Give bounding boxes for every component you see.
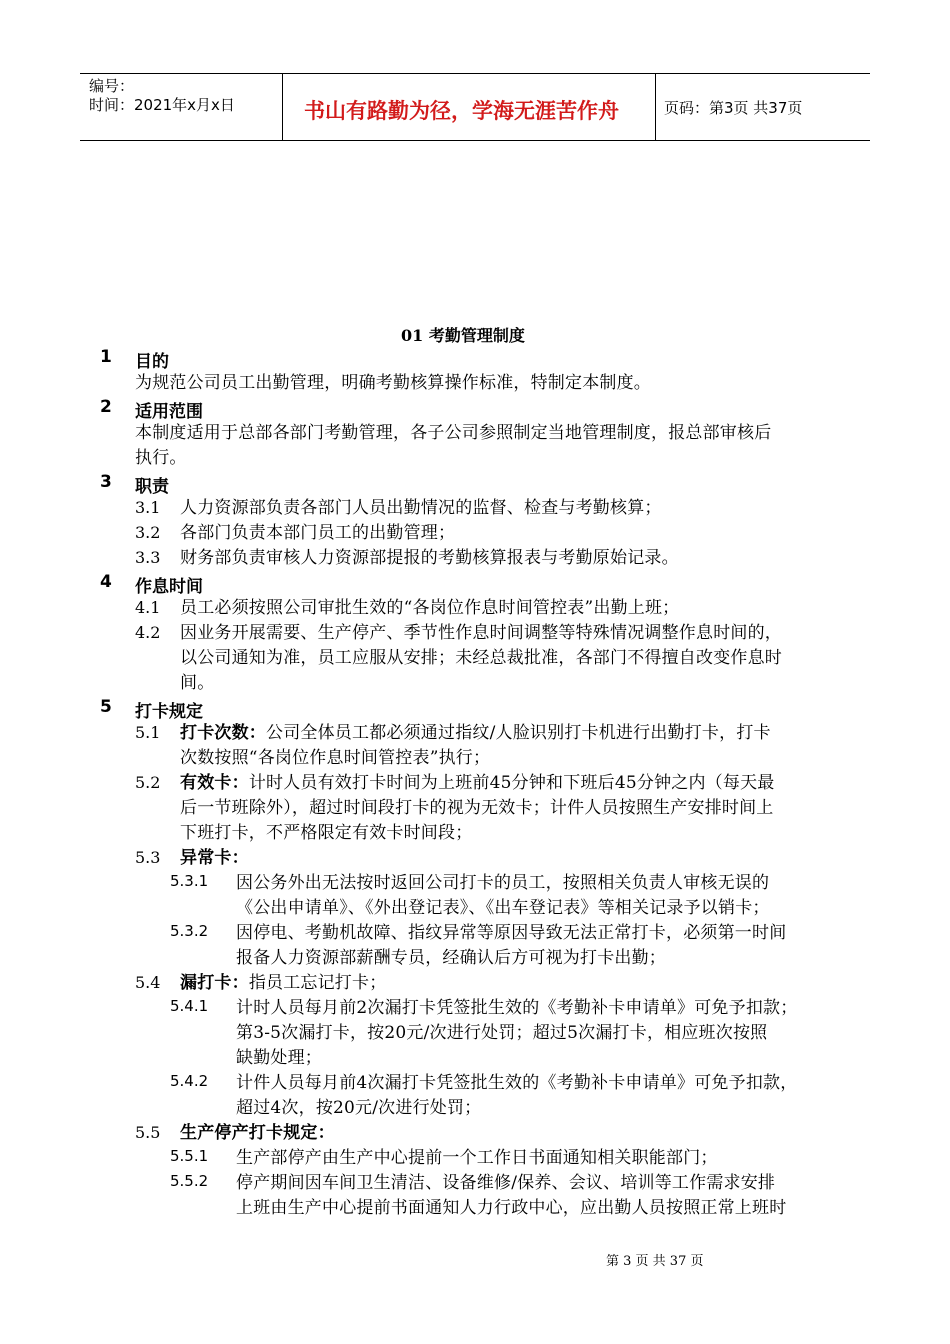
- item-5-1-heading: 打卡次数：: [180, 723, 266, 743]
- header-time-label: 时间：2021年x月x日: [89, 96, 235, 114]
- item-5-5-2-line1: 停产期间因车间卫生清洁、设备维修/保养、会议、培训等工作需求安排: [236, 1173, 776, 1193]
- item-5-4-2-line2: 超过4次，按20元/次进行处罚；: [236, 1098, 482, 1118]
- item-5-3-1-line2: 《公出申请单》、《外出登记表》、《出车登记表》等相关记录予以销卡；: [236, 898, 770, 918]
- item-5-5-2-number: 5.5.2: [170, 1172, 209, 1190]
- item-5-4-number: 5.4: [135, 973, 161, 992]
- item-5-2-text: 计时人员有效打卡时间为上班前45分钟和下班后45分钟之内（每天最: [248, 773, 775, 793]
- section-3-title: 职责: [135, 477, 169, 497]
- item-5-3-2-line1: 因停电、考勤机故障、指纹异常等原因导致无法正常打卡，必须第一时间: [236, 923, 787, 943]
- item-5-3-number: 5.3: [135, 848, 161, 867]
- section-3-number: 3: [100, 472, 112, 492]
- header-motto: 书山有路勤为径，学海无涯苦作舟: [304, 99, 619, 123]
- section-5-title: 打卡规定: [135, 702, 203, 722]
- item-4-2-text-line2: 以公司通知为准，员工应服从安排；未经总裁批准，各部门不得擅自改变作息时: [180, 648, 782, 668]
- item-5-4-1-line3: 缺勤处理；: [236, 1048, 322, 1068]
- document-title: 01 考勤管理制度: [401, 326, 525, 345]
- header-bottom-rule: [80, 140, 870, 141]
- header-divider-right: [655, 74, 656, 140]
- item-5-4-2-line1: 计件人员每月前4次漏打卡凭签批生效的《考勤补卡申请单》可免予扣款，: [236, 1073, 798, 1093]
- page-footer: 第 3 页 共 37 页: [606, 1254, 704, 1269]
- item-3-2-number: 3.2: [135, 523, 161, 542]
- item-4-1-number: 4.1: [135, 598, 161, 617]
- item-5-3-2-line2: 报备人力资源部薪酬专员，经确认后方可视为打卡出勤；: [236, 948, 666, 968]
- section-4-number: 4: [100, 572, 112, 592]
- item-5-4-1-line1: 计时人员每月前2次漏打卡凭签批生效的《考勤补卡申请单》可免予扣款；: [236, 998, 798, 1018]
- section-2-text-line1: 本制度适用于总部各部门考勤管理，各子公司参照制定当地管理制度，报总部审核后: [135, 423, 772, 443]
- section-2-text-line2: 执行。: [135, 448, 187, 468]
- item-5-4-heading: 漏打卡：: [180, 973, 249, 993]
- item-5-4-2-number: 5.4.2: [170, 1072, 209, 1090]
- item-3-1-text: 人力资源部负责各部门人员出勤情况的监督、检查与考勤核算；: [180, 498, 662, 518]
- item-5-1-text: 公司全体员工都必须通过指纹/人脸识别打卡机进行出勤打卡，打卡: [266, 723, 771, 743]
- header-divider-left: [282, 74, 283, 140]
- item-5-5-number: 5.5: [135, 1123, 161, 1142]
- item-5-3-1-number: 5.3.1: [170, 872, 209, 890]
- item-5-4-1-line2: 第3-5次漏打卡，按20元/次进行处罚；超过5次漏打卡，相应班次按照: [236, 1023, 768, 1043]
- item-5-2-number: 5.2: [135, 773, 161, 792]
- header-top-rule: [80, 73, 870, 74]
- item-5-1-number: 5.1: [135, 723, 161, 742]
- item-5-4-text: 指员工忘记打卡；: [248, 973, 387, 993]
- item-5-3-2-number: 5.3.2: [170, 922, 209, 940]
- item-4-2-number: 4.2: [135, 623, 161, 642]
- item-4-2-text-line1: 因业务开展需要、生产停产、季节性作息时间调整等特殊情况调整作息时间的，: [180, 623, 782, 643]
- item-5-5-1-line1: 生产部停产由生产中心提前一个工作日书面通知相关职能部门；: [236, 1148, 718, 1168]
- item-5-3-heading: 异常卡：: [180, 848, 249, 868]
- item-5-1-line1: [180, 721, 771, 746]
- header-page-label: 页码：第3页 共37页: [664, 99, 803, 117]
- section-1-text: 为规范公司员工出勤管理，明确考勤核算操作标准，特制定本制度。: [135, 373, 651, 393]
- item-5-4-line: [180, 971, 386, 996]
- item-3-2-text: 各部门负责本部门员工的出勤管理；: [180, 523, 456, 543]
- section-2-title: 适用范围: [135, 402, 203, 422]
- item-5-5-2-line2: 上班由生产中心提前书面通知人力行政中心，应出勤人员按照正常上班时: [236, 1198, 787, 1218]
- item-3-3-text: 财务部负责审核人力资源部提报的考勤核算报表与考勤原始记录。: [180, 548, 679, 568]
- item-5-3-1-line1: 因公务外出无法按时返回公司打卡的员工，按照相关负责人审核无误的: [236, 873, 770, 893]
- item-3-1-number: 3.1: [135, 498, 161, 517]
- item-5-2-line2: 后一节班除外），超过时间段打卡的视为无效卡；计件人员按照生产安排时间上: [180, 798, 774, 818]
- item-5-5-1-number: 5.5.1: [170, 1147, 209, 1165]
- item-3-3-number: 3.3: [135, 548, 161, 567]
- item-5-2-heading: 有效卡：: [180, 773, 249, 793]
- item-4-1-text: 员工必须按照公司审批生效的“各岗位作息时间管控表”出勤上班；: [180, 598, 680, 618]
- item-4-2-text-line3: 间。: [180, 673, 215, 693]
- section-1-title: 目的: [135, 352, 169, 372]
- item-5-1-line2: 次数按照“各岗位作息时间管控表”执行；: [180, 748, 491, 768]
- item-5-2-line3: 下班打卡，不严格限定有效卡时间段；: [180, 823, 473, 843]
- header-code-label: 编号：: [89, 77, 135, 95]
- item-5-2-line1: [180, 771, 774, 796]
- section-5-number: 5: [100, 697, 112, 717]
- section-2-number: 2: [100, 397, 112, 417]
- item-5-5-heading: 生产停产打卡规定：: [180, 1123, 335, 1143]
- section-4-title: 作息时间: [135, 577, 203, 597]
- section-1-number: 1: [100, 347, 112, 367]
- item-5-4-1-number: 5.4.1: [170, 997, 209, 1015]
